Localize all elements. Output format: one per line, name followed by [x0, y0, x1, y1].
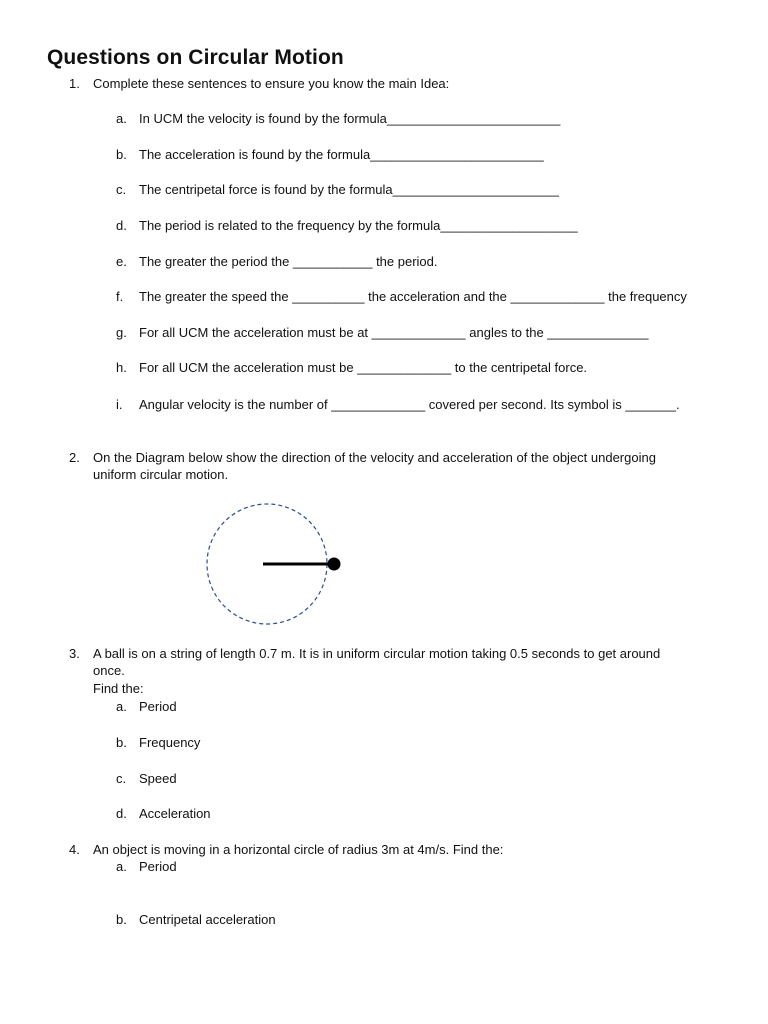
- list-item: Period: [139, 699, 177, 714]
- item-letter: b.: [116, 912, 127, 927]
- item-letter: a.: [116, 111, 127, 126]
- list-item: Frequency: [139, 735, 201, 750]
- list-item: In UCM the velocity is found by the formula________________________: [139, 111, 561, 126]
- list-item: Acceleration: [139, 806, 211, 821]
- question-text: Complete these sentences to ensure you know the main Idea:: [93, 76, 450, 91]
- item-letter: c.: [116, 182, 127, 197]
- list-item: The greater the period the ___________ the period.: [139, 254, 438, 269]
- item-letter: b.: [116, 147, 127, 162]
- item-letter: d.: [116, 218, 127, 233]
- list-item: Period: [139, 859, 177, 874]
- question-text: Find the:: [93, 681, 144, 696]
- list-item: For all UCM the acceleration must be _____________ to the centripetal force.: [139, 360, 588, 375]
- question-text: On the Diagram below show the direction of the velocity and acceleration of the object undergoing: [93, 450, 656, 465]
- item-letter: b.: [116, 735, 127, 750]
- list-item: The acceleration is found by the formula________________________: [139, 147, 544, 162]
- item-letter: a.: [116, 699, 127, 714]
- item-letter: e.: [116, 254, 127, 269]
- circular-motion-diagram: [190, 496, 350, 636]
- item-letter: d.: [116, 806, 127, 821]
- list-item: The period is related to the frequency by the formula___________________: [139, 218, 578, 233]
- list-item: Centripetal acceleration: [139, 912, 276, 927]
- question-text: once.: [93, 663, 125, 678]
- question-text: An object is moving in a horizontal circle of radius 3m at 4m/s. Find the:: [93, 842, 504, 857]
- list-item: Angular velocity is the number of _____________ covered per second. Its symbol is _______.: [139, 397, 680, 412]
- question-number: 4.: [69, 842, 80, 857]
- question-text: uniform circular motion.: [93, 467, 229, 482]
- list-item: Speed: [139, 771, 177, 786]
- question-number: 1.: [69, 76, 80, 91]
- page-title: Questions on Circular Motion: [47, 46, 344, 69]
- item-letter: i.: [116, 397, 123, 412]
- list-item: The centripetal force is found by the formula_______________________: [139, 182, 559, 197]
- item-letter: g.: [116, 325, 127, 340]
- item-letter: c.: [116, 771, 127, 786]
- item-letter: a.: [116, 859, 127, 874]
- list-item: For all UCM the acceleration must be at _____________ angles to the ______________: [139, 325, 649, 340]
- object-dot: [328, 558, 341, 571]
- item-letter: h.: [116, 360, 127, 375]
- list-item: The greater the speed the __________ the acceleration and the _____________ the frequency: [139, 289, 687, 304]
- question-text: A ball is on a string of length 0.7 m. It is in uniform circular motion taking 0.5 seconds to get around: [93, 646, 661, 661]
- item-letter: f.: [116, 289, 124, 304]
- question-number: 2.: [69, 450, 80, 465]
- question-number: 3.: [69, 646, 80, 661]
